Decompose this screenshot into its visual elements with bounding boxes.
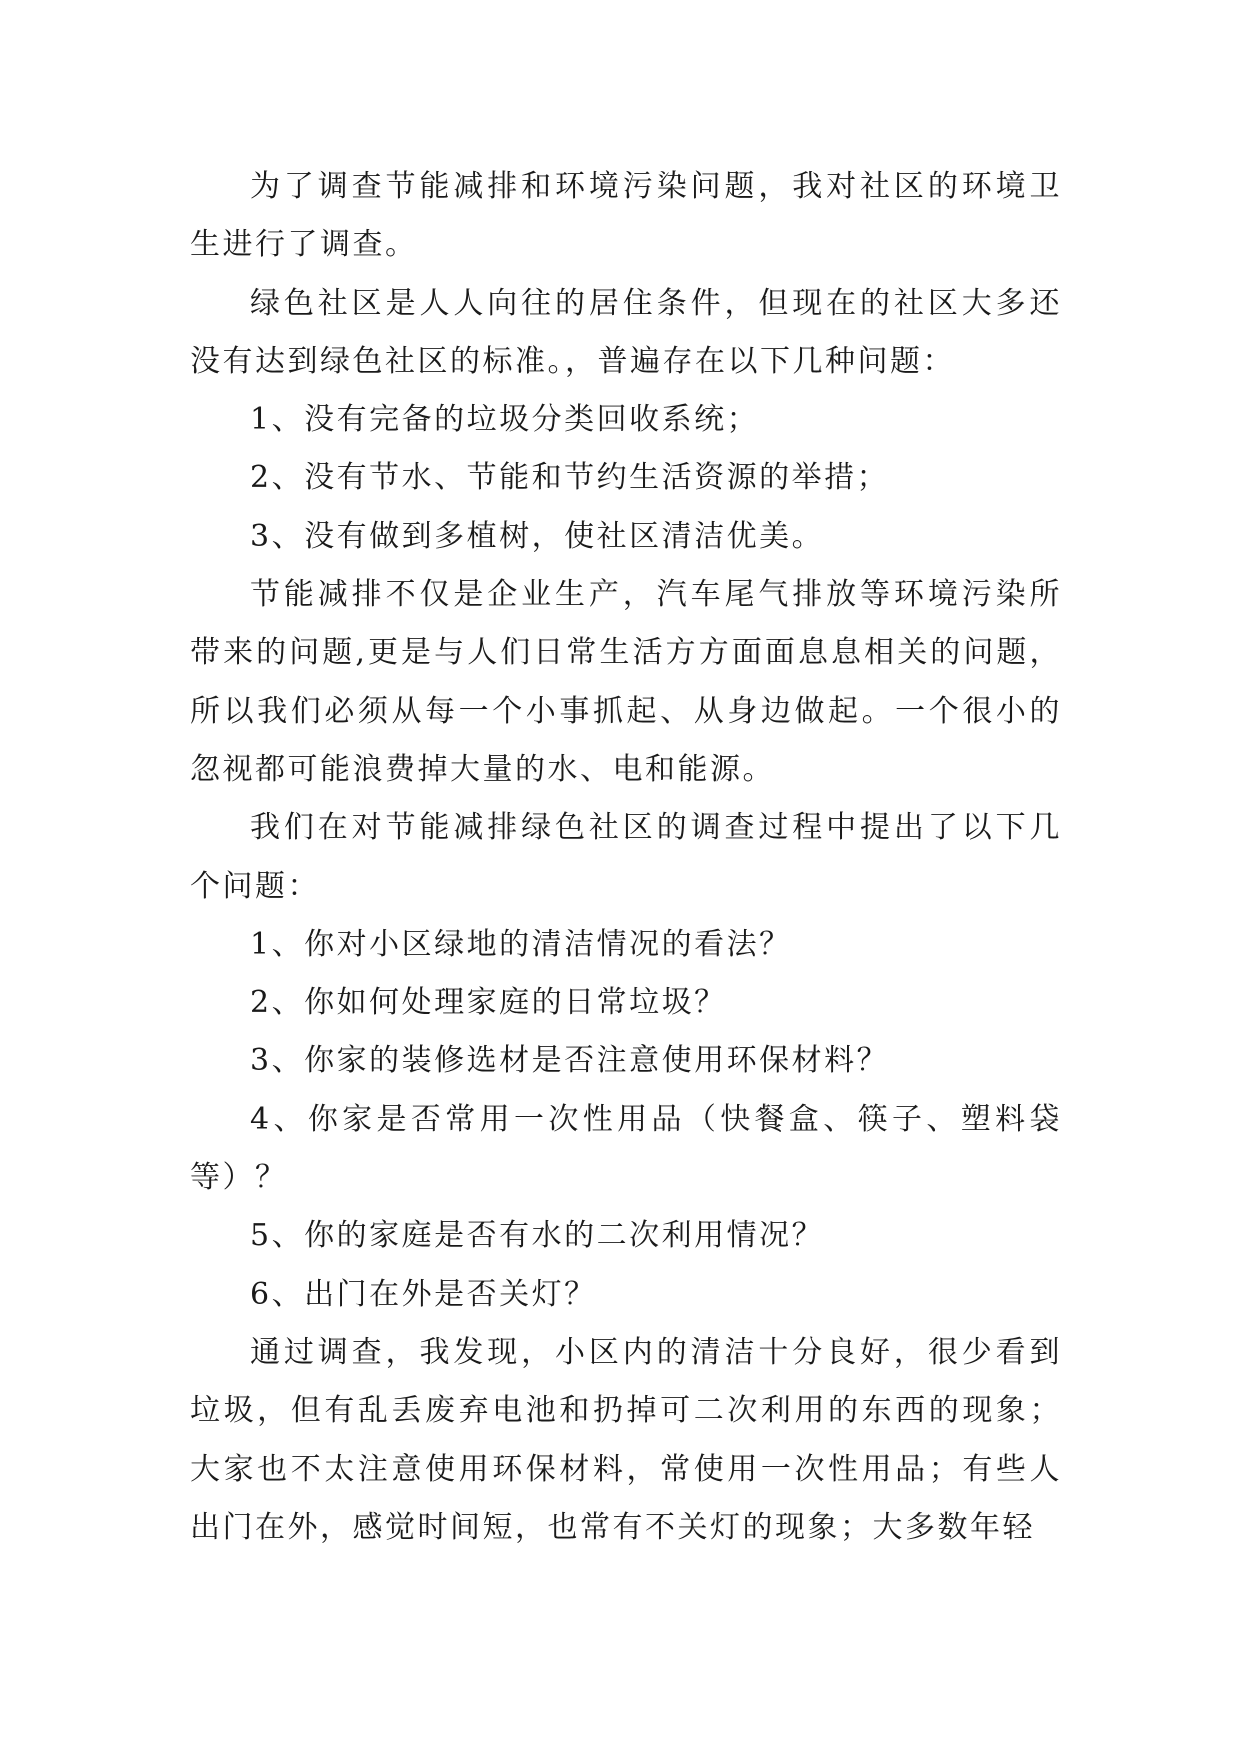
problem-item-3: 3、没有做到多植树，使社区清洁优美。 [250,518,825,554]
question-item-2: 2、你如何处理家庭的日常垃圾？ [250,985,727,1021]
body-text [190,158,1062,1557]
question-item-1: 1、你对小区绿地的清洁情况的看法？ [250,926,792,962]
question-item-4: 4、你家是否常用一次性用品（快餐盒、筷子、塑料袋等）？ [190,1101,1062,1196]
paragraph-green-community: 绿色社区是人人向往的居住条件，但现在的社区大多还没有达到绿色社区的标准。，普遍存在以下几种问题： [190,285,1062,379]
problem-item-1: 1、没有完备的垃圾分类回收系统； [250,402,760,438]
problem-item-2: 2、没有节水、节能和节约生活资源的举措； [250,460,890,496]
paragraph-intro: 为了调查节能减排和环境污染问题，我对社区的环境卫生进行了调查。 [190,169,1062,263]
question-item-3: 3、你家的装修选材是否注意使用环保材料？ [250,1043,890,1079]
paragraph-energy-saving: 节能减排不仅是企业生产，汽车尾气排放等环境污染所带来的问题,更是与人们日常生活方方面面息息相关的问题，所以我们必须从每一个小事抓起、从身边做起。一个很小的忽视都可能浪费掉大量的水、电和能源。 [190,577,1062,787]
paragraph-findings: 通过调查，我发现，小区内的清洁十分良好，很少看到垃圾，但有乱丢废弃电池和扔掉可二次利用的东西的现象；大家也不太注意使用环保材料，常使用一次性用品；有些人出门在外，感觉时间短，也常有不关灯的现象；大多数年轻 [190,1334,1062,1545]
question-item-5: 5、你的家庭是否有水的二次利用情况？ [250,1218,825,1254]
question-item-6: 6、出门在外是否关灯？ [250,1276,597,1312]
paragraph-survey-questions-intro: 我们在对节能减排绿色社区的调查过程中提出了以下几个问题： [190,810,1062,904]
